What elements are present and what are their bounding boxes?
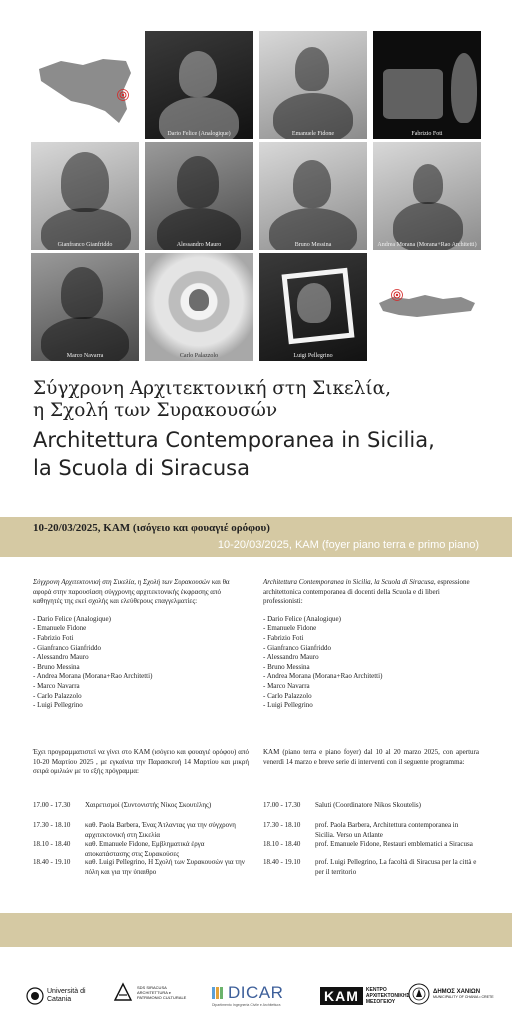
logo-bar [0,975,512,1019]
participant-item: - Luigi Pellegrino [33,701,83,710]
program-row [263,821,479,840]
program-time: 18.10 - 18.40 [263,840,301,848]
program-row [33,840,249,859]
participant-item: - Dario Felice (Analogique) [263,614,341,623]
portrait-photo [145,253,253,361]
portrait-photo [145,142,253,250]
catania-name: Università di Catania [47,988,86,1003]
program-description: καθ. Luigi Pellegrino, Η Σχολή των Συρακουσών για την πόλη και για την ύπαιθρο [85,858,245,876]
program-row [263,858,479,877]
program-italian [263,801,479,881]
kam-mark: KAM [320,987,363,1005]
program-row [33,821,249,840]
participants-greek [33,615,249,711]
participant-item: - Emanuele Fidone [263,624,317,633]
program-time: 18.40 - 19.10 [33,858,71,866]
portrait-photo [259,253,367,361]
program-description: καθ. Emanuele Fidone, Εμβληματικά έργα αποκατάστασης στις Συρακούσες [85,840,205,858]
participant-item: - Alessandro Mauro [263,653,319,662]
title-greek-line1: Σύγχρονη Αρχιτεκτονική στη Σικελία, [33,378,391,399]
portrait-photo [259,142,367,250]
program-row [33,801,249,811]
photo-caption: Fabrizio Foti [411,131,443,137]
title-greek-line2: η Σχολή των Συρακουσών [33,400,278,421]
photo-caption: Emanuele Fidone [291,131,335,137]
chania-subtitle: MUNICIPALITY OF CHANIA • CRETE [433,995,494,999]
program-time: 17.30 - 18.10 [263,821,301,829]
footer-band [0,913,512,947]
schedule-intro-italian: KAM (piano terra e piano foyer) dal 10 al 20 marzo 2025, con apertura venerdì 14 marzo e breve serie di interventi con il seguente programma: [263,748,479,766]
sds-logo [112,981,195,1003]
participant-item: - Luigi Pellegrino [263,701,313,710]
participant-item: - Andrea Morana (Morana+Rao Architetti) [263,672,383,681]
intro-greek-text: και θα αφορά στην παρουσίαση σύγχρονης αρχιτεκτονικής έκφρασης από καθηγητές της εκεί σχολής και ελεύθερους επαγγελματίες: [33,578,230,606]
participant-item: - Carlo Palazzolo [263,691,312,700]
program-time: 17.00 - 17.30 [33,801,71,809]
participant-item: - Emanuele Fidone [33,624,87,633]
photo-caption: Luigi Pellegrino [293,353,333,359]
program-time: 17.30 - 18.10 [33,821,71,829]
photo-caption: Andrea Morana (Morana+Rao Architetti) [377,242,477,248]
chania-name: ΔΗΜΟΣ ΧΑΝΙΩΝ [433,989,481,995]
photo-caption: Carlo Palazzolo [179,353,219,359]
portrait-photo [259,31,367,139]
portrait-photo [31,142,139,250]
program-row [263,840,479,850]
program-description: καθ. Paola Barbera, Ένας Άτλαντας για την σύγχρονη αρχιτεκτονική στη Σικελία [85,821,236,839]
photo-caption: Dario Felice (Analogique) [167,131,231,137]
program-time: 18.40 - 19.10 [263,858,301,866]
participant-item: - Gianfranco Gianfriddo [263,643,332,652]
schedule-intro-greek: Έχει προγραμματιστεί να γίνει στο ΚΑΜ (ισόγειο και φουαγιέ ορόφου) από 10-20 Μαρτίου 2025 , με εγκαίνια την Παρασκευή 14 Μαρτίου και μικρή σειρά ομιλιών με το εξής πρόγραμμα: [33,748,249,776]
portrait-photo [373,142,481,250]
photo-caption: Alessandro Mauro [176,242,222,248]
intro-greek-title: Σύγχρονη Αρχιτεκτονική στη Σικελία, η Σχολή των Συρακουσών [33,578,211,586]
portrait-photo [373,31,481,139]
portrait-photo [31,253,139,361]
intro-italian-text: , espressione architettonica contemporanea di docenti della Scuola e di liberi professionisti: [263,578,470,606]
dicar-subtitle: Dipartimento Ingegneria Civile e Architettura [212,1003,281,1007]
date-greek: 10-20/03/2025, ΚΑΜ (ισόγειο και φουαγιέ ορόφου) [33,522,270,534]
program-time: 18.10 - 18.40 [33,840,71,848]
participant-item: - Fabrizio Foti [263,633,304,642]
sicily-map [31,31,139,139]
participant-item: - Carlo Palazzolo [33,691,82,700]
participant-item: - Dario Felice (Analogique) [33,614,111,623]
crete-map [373,253,481,361]
title-italian-line2: la Scuola di Siracusa [33,456,250,480]
photo-caption: Gianfranco Gianfriddo [57,242,113,248]
participant-item: - Gianfranco Gianfriddo [33,643,102,652]
portrait-photo [145,31,253,139]
program-greek [33,801,249,881]
intro-greek [33,578,249,711]
date-italian: 10-20/03/2025, KAM (foyer piano terra e primo piano) [217,539,479,551]
program-description: prof. Emanuele Fidone, Restauri emblematici a Siracusa [315,840,473,848]
kam-text: ΚΕΝΤΡΟ ΑΡΧΙΤΕΚΤΟΝΙΚΗΣ ΜΕΣΟΓΕΙΟΥ [365,987,410,1005]
participant-item: - Marco Navarra [263,681,310,690]
program-description: prof. Luigi Pellegrino, La facoltà di Siracusa per la città e per il territorio [315,858,477,876]
chania-logo [408,983,494,1005]
intro-italian-title: Architettura Contemporanea in Sicilia, la Scuola di Siracusa [263,578,434,586]
photo-grid [31,31,482,361]
program-description: prof. Paola Barbera, Architettura contemporanea in Sicilia. Verso un Atlante [315,821,459,839]
participants-italian [263,615,479,711]
intro-italian [263,578,479,711]
dicar-name: DICAR [228,983,284,1002]
program-row [263,801,479,811]
title-italian [33,426,435,482]
participant-item: - Bruno Messina [33,662,80,671]
program-time: 17.00 - 17.30 [263,801,301,809]
program-description: Χαιρετισμοί (Συντονιστής Νίκος Σκουτέλης) [85,801,212,809]
program-description: Saluti (Coordinatore Nikos Skoutelis) [315,801,421,809]
title-greek [33,378,391,422]
dicar-logo [212,983,283,1007]
kam-logo [320,987,410,1005]
photo-caption: Bruno Messina [294,242,332,248]
photo-caption: Marco Navarra [66,353,104,359]
participant-item: - Andrea Morana (Morana+Rao Architetti) [33,672,153,681]
participant-item: - Alessandro Mauro [33,653,89,662]
participant-item: - Marco Navarra [33,681,80,690]
participant-item: - Bruno Messina [263,662,310,671]
sds-name: SDS SIRACUSA ARCHITETTURA e PATRIMONIO CULTURALE [137,984,187,1000]
program-row [33,858,249,877]
title-italian-line1: Architettura Contemporanea in Sicilia, [33,428,435,452]
catania-logo [26,987,87,1005]
participant-item: - Fabrizio Foti [33,633,74,642]
